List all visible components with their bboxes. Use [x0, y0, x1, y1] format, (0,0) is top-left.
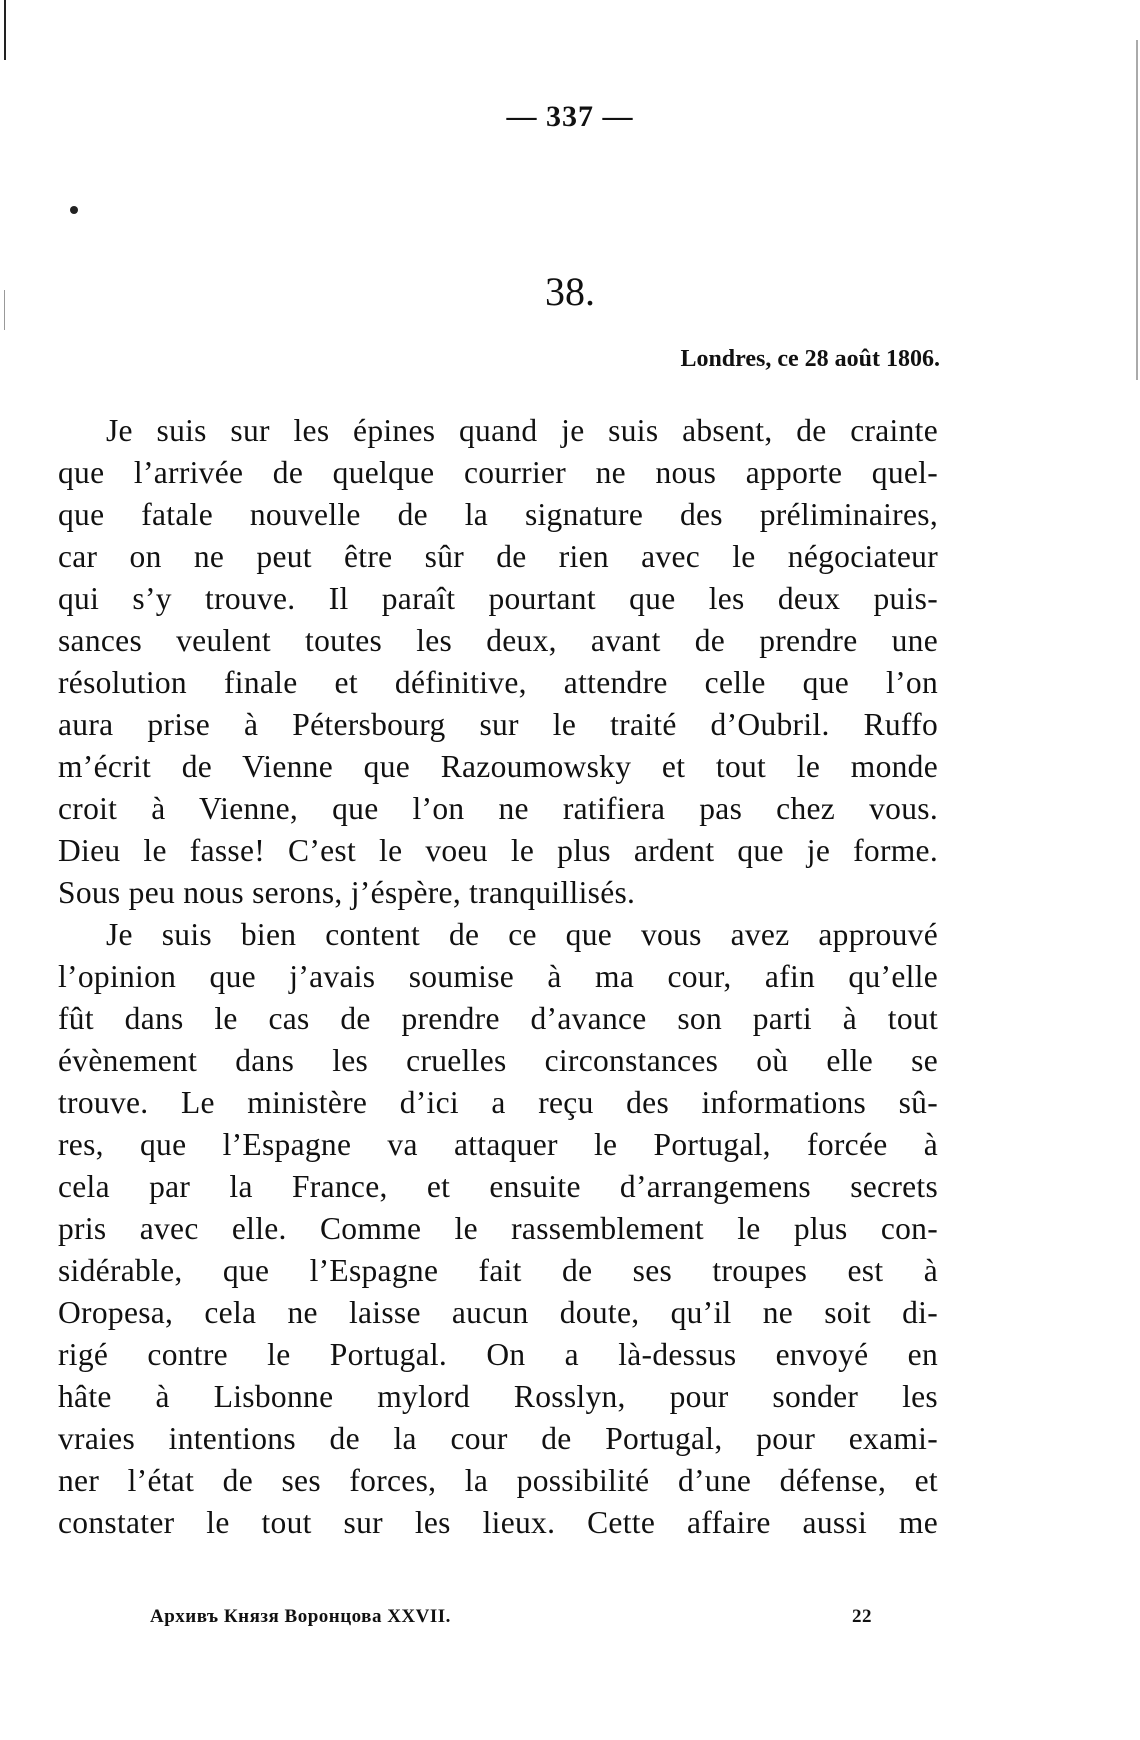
text-line: Sous peu nous serons, j’éspère, tranquillisés.	[58, 875, 636, 910]
text-line: Dieu le fasse! C’est le voeu le plus ardent que je forme.	[58, 833, 938, 868]
page-number: — 337 —	[506, 100, 634, 133]
text-line: résolution finale et définitive, attendre celle que l’on	[58, 665, 938, 700]
scan-edge-mark	[4, 0, 6, 60]
text-line: sidérable, que l’Espagne fait de ses troupes est à	[58, 1253, 938, 1288]
text-line: vraies intentions de la cour de Portugal, pour exami-	[58, 1421, 938, 1456]
text-line: cela par la France, et ensuite d’arrangemens secrets	[58, 1169, 938, 1204]
footer-sheet-number: 22	[852, 1606, 872, 1627]
ink-speck	[70, 206, 78, 214]
text-line: pris avec elle. Comme le rassemblement le plus con-	[58, 1211, 938, 1246]
text-line: res, que l’Espagne va attaquer le Portugal, forcée à	[58, 1127, 938, 1162]
text-line: croit à Vienne, que l’on ne ratifiera pas chez vous.	[58, 791, 938, 826]
text-line: que l’arrivée de quelque courrier ne nous apporte quel-	[58, 455, 938, 490]
text-line: Je suis bien content de ce que vous avez approuvé	[106, 917, 938, 952]
text-line: Je suis sur les épines quand je suis absent, de crainte	[106, 413, 938, 448]
letter-number: 38.	[545, 269, 595, 314]
text-line: constater le tout sur les lieux. Cette affaire aussi me	[58, 1505, 938, 1540]
text-line: m’écrit de Vienne que Razoumowsky et tout le monde	[58, 749, 938, 784]
text-line: trouve. Le ministère d’ici a reçu des informations sû-	[58, 1085, 938, 1120]
text-line: sances veulent toutes les deux, avant de prendre une	[58, 623, 938, 658]
text-line: qui s’y trouve. Il paraît pourtant que les deux puis-	[58, 581, 938, 616]
text-line: fût dans le cas de prendre d’avance son parti à tout	[58, 1001, 938, 1036]
footer-signature: Архивъ Князя Воронцова XXVII.	[150, 1606, 451, 1627]
letter-body	[58, 410, 938, 1544]
text-line: évènement dans les cruelles circonstances où elle se	[58, 1043, 938, 1078]
text-line: ner l’état de ses forces, la possibilité d’une défense, et	[58, 1463, 938, 1498]
text-line: que fatale nouvelle de la signature des préliminaires,	[58, 497, 938, 532]
text-line: aura prise à Pétersbourg sur le traité d’Oubril. Ruffo	[58, 707, 938, 742]
text-line: rigé contre le Portugal. On a là-dessus envoyé en	[58, 1337, 938, 1372]
text-line: hâte à Lisbonne mylord Rosslyn, pour sonder les	[58, 1379, 938, 1414]
dateline: Londres, ce 28 août 1806.	[680, 346, 940, 372]
scan-edge-mark	[1136, 40, 1138, 380]
text-line: car on ne peut être sûr de rien avec le négociateur	[58, 539, 938, 574]
text-line: l’opinion que j’avais soumise à ma cour, afin qu’elle	[58, 959, 938, 994]
text-line: Oropesa, cela ne laisse aucun doute, qu’il ne soit di-	[58, 1295, 938, 1330]
